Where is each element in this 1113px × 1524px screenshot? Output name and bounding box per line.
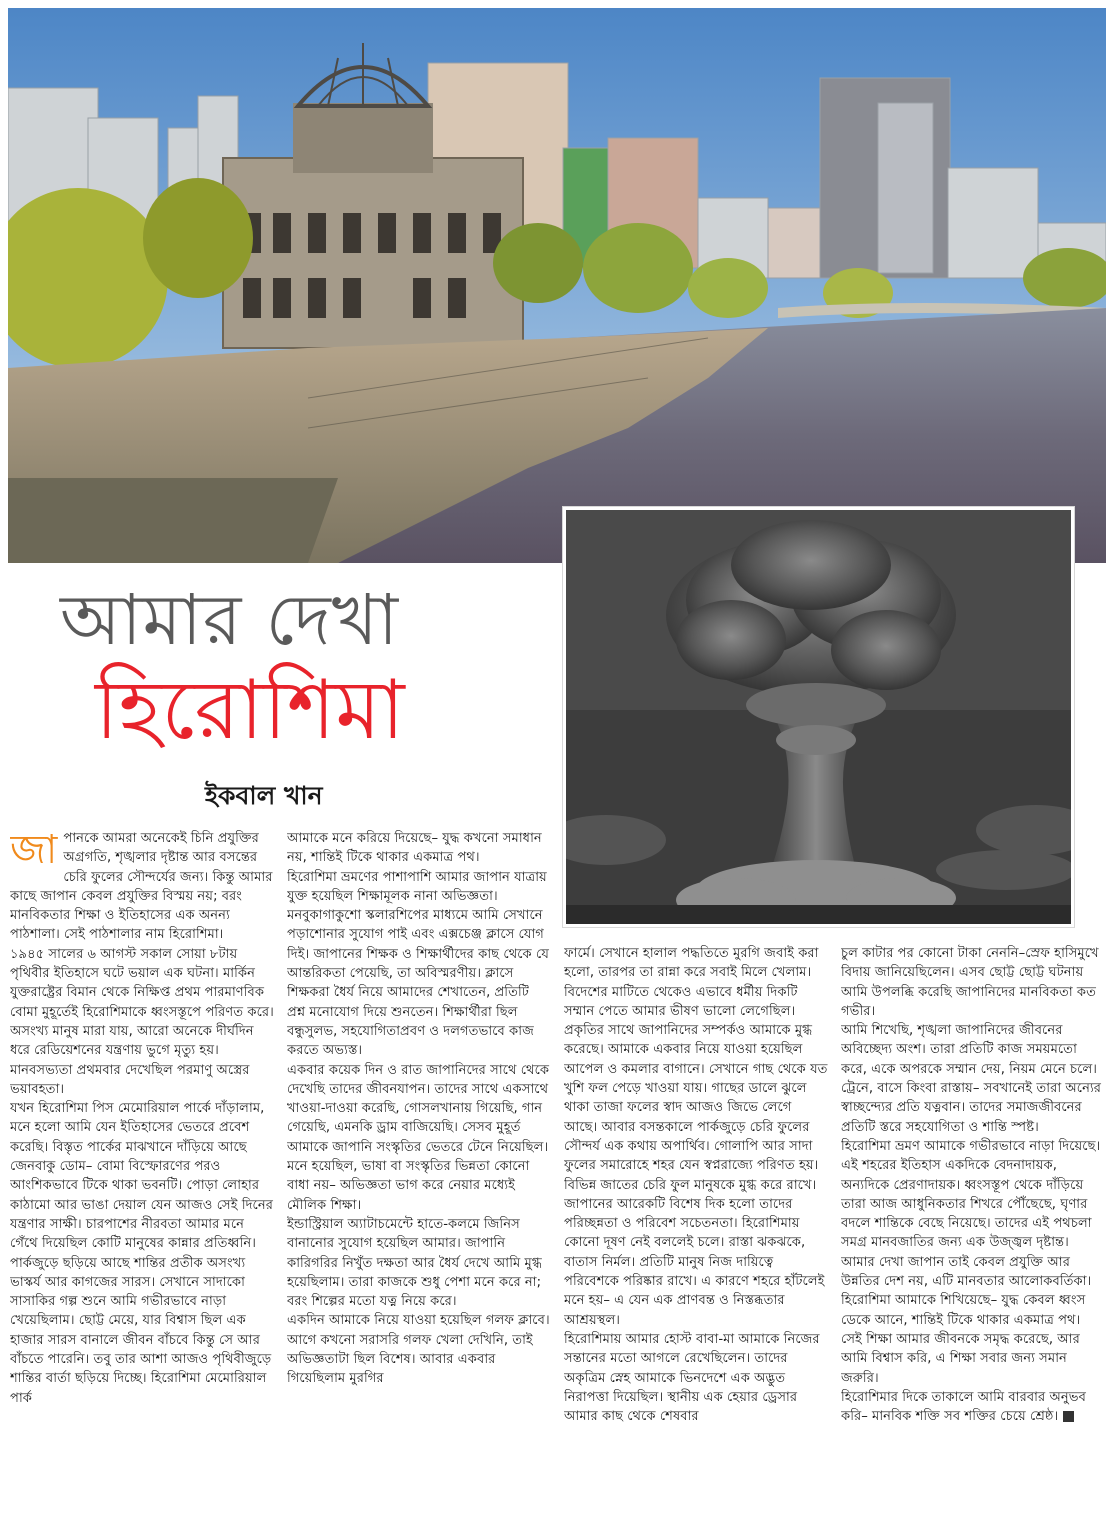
paragraph: ইন্ডাস্ট্রিয়াল অ্যাটাচমেন্টে হাতে-কলমে জিনিস বানানোর সুযোগ হয়েছিল আমার। জাপানি কারিগরির নিখুঁত দক্ষতা আর ধৈর্য দেখে আমি মুগ্ধ হয়েছিলাম। তারা কাজকে শুধু পেশা মনে করে না; বরং শিল্পের মতো যত্ন নিয়ে করে।: [287, 1216, 542, 1310]
hiroshima-peace-memorial-photo: [8, 8, 1106, 563]
end-mark-icon: [1063, 1411, 1074, 1422]
author-byline: ইকবাল খান: [205, 781, 323, 810]
article-title-line2: হিরোশিমা: [95, 663, 405, 758]
article-column-3: [564, 944, 828, 1511]
paragraph: প্রকৃতির সাথে জাপানিদের সম্পর্কও আমাকে মুগ্ধ করেছে। আমাকে একবার নিয়ে যাওয়া হয়েছিল আপেল ও কমলার বাগানে। সেখানে গাছ থেকে যত খুশি ফল পেড়ে খাওয়া যায়। গাছের ডালে ঝুলে থাকা তাজা ফলের স্বাদ আজও জিভে লেগে আছে। আবার বসন্তকালে পার্কজুড়ে চেরি ফুলের সৌন্দর্য এক কথায় অপার্থিব। গোলাপি আর সাদা ফুলের সমারোহে শহর যেন স্বপ্নরাজ্যে পরিণত হয়। বিভিন্ন জাতের চেরি ফুল মানুষকে মুগ্ধ করে রাখে।: [564, 1023, 828, 1193]
paragraph: [841, 1388, 1103, 1427]
drop-cap: জা: [10, 829, 58, 873]
mushroom-cloud-photo: [563, 507, 1074, 927]
paragraph: [10, 829, 274, 945]
article-title-line1: আমার দেখা: [60, 579, 400, 661]
paragraph: হিরোশিমায় আমার হোস্ট বাবা-মা আমাকে নিজের সন্তানের মতো আগলে রেখেছিলেন। তাদের অকৃত্রিম স্নেহ আমাকে ভিনদেশে এক অদ্ভুত নিরাপত্তা দিয়েছিল। স্থানীয় এক হেয়ার ড্রেসার আমার কাছ থেকে শেষবার: [564, 1331, 820, 1425]
paragraph: একবার কয়েক দিন ও রাত জাপানিদের সাথে থেকে দেখেছি তাদের জীবনযাপন। তাদের সাথে একসাথে খাওয়া-দাওয়া করেছি, গোসলখানায় গিয়েছি, গান গেয়েছি, এমনকি ড্রাম বাজিয়েছি। সেসব মুহূর্ত আমাকে জাপানি সংস্কৃতির ভেতরে টেনে নিয়েছিল। মনে হয়েছিল, ভাষা বা সংস্কৃতির ভিন্নতা কোনো বাধা নয়– অভিজ্ঞতা ভাগ করে নেয়ার মধ্যেই মৌলিক শিক্ষা।: [287, 1062, 550, 1213]
article-column-1: [10, 829, 274, 1511]
paragraph: চুল কাটার পর কোনো টাকা নেননি–স্রেফ হাসিমুখে বিদায় জানিয়েছিলেন। এসব ছোট্ট ছোট্ট ঘটনায় আমি উপলব্ধি করেছি জাপানিদের মানবিকতা কত গভীর।: [841, 946, 1099, 1019]
paragraph: আমাকে মনে করিয়ে দিয়েছে– যুদ্ধ কখনো সমাধান নয়, শান্তিই টিকে থাকার একমাত্র পথ।: [287, 831, 542, 866]
paragraph: আমার দেখা জাপান তাই কেবল প্রযুক্তি আর উন্নতির দেশ নয়, এটি মানবতার আলোকবর্তিকা। হিরোশিমা আমাকে শিখিয়েছে– যুদ্ধ কেবল ধ্বংস ডেকে আনে, শান্তিই টিকে থাকার একমাত্র পথ। সেই শিক্ষা আমার জীবনকে সমৃদ্ধ করেছে, আর আমি বিশ্বাস করি, এ শিক্ষা সবার জন্য সমান জরুরি।: [841, 1254, 1092, 1386]
paragraph: যখন হিরোশিমা পিস মেমোরিয়াল পার্কে দাঁড়ালাম, মনে হলো আমি যেন ইতিহাসের ভেতরে প্রবেশ করেছি। বিস্তৃত পার্কের মাঝখানে দাঁড়িয়ে আছে জেনবাকু ডোম– বোমা বিস্ফোরণের পরও আংশিকভাবে টিকে থাকা ভবনটি। পোড়া লোহার কাঠামো আর ভাঙা দেয়াল যেন আজও সেই দিনের যন্ত্রণার সাক্ষী। চারপাশের নীরবতা আমার মনে গেঁথে দিয়েছিল কোটি মানুষের কান্নার প্রতিধ্বনি। পার্কজুড়ে ছড়িয়ে আছে শান্তির প্রতীক অসংখ্য ভাস্কর্য আর কাগজের সারস। সেখানে সাদাকো সাসাকির গল্প শুনে আমি গভীরভাবে নাড়া খেয়েছিলাম। ছোট্ট মেয়ে, যার বিশ্বাস ছিল এক হাজার সারস বানালে জীবন বাঁচবে কিন্তু সে আর বাঁচতে পারেনি। তবু তার আশা আজও পৃথিবীজুড়ে শান্তির বার্তা ছড়িয়ে দিচ্ছে। হিরোশিমা মেমোরিয়াল পার্ক: [10, 1101, 273, 1406]
paragraph: ১৯৪৫ সালের ৬ আগস্ট সকাল সোয়া ৮টায় পৃথিবীর ইতিহাসে ঘটে ভয়াল এক ঘটনা। মার্কিন যুক্তরাষ্ট্রের বিমান থেকে নিক্ষিপ্ত প্রথম পারমাণবিক বোমা মুহূর্তেই হিরোশিমাকে ধ্বংসস্তূপে পরিণত করে। অসংখ্য মানুষ মারা যায়, আরো অনেকে দীর্ঘদিন ধরে রেডিয়েশনের যন্ত্রণায় ভুগে মৃত্যু হয়। মানবসভ্যতা প্রথমবার দেখেছিল পরমাণু অস্ত্রের ভয়াবহতা।: [10, 946, 274, 1097]
paragraph: ফার্মে। সেখানে হালাল পদ্ধতিতে মুরগি জবাই করা হলো, তারপর তা রান্না করে সবাই মিলে খেলাম। বিদেশের মাটিতে থেকেও এভাবে ধর্মীয় দিকটি সম্মান পেতে আমার ভীষণ ভালো লেগেছিল।: [564, 946, 819, 1019]
paragraph: আমি শিখেছি, শৃঙ্খলা জাপানিদের জীবনের অবিচ্ছেদ্য অংশ। তারা প্রতিটি কাজ সময়মতো করে, একে অপরকে সম্মান দেয়, নিয়ম মেনে চলে। ট্রেনে, বাসে কিংবা রাস্তায়– সবখানেই তারা অন্যের স্বাচ্ছন্দ্যের প্রতি যত্নবান। তাদের সমাজজীবনের প্রতিটি স্তরে সহযোগিতা ও শান্তি স্পষ্ট।: [841, 1023, 1102, 1135]
paragraph: জাপানের আরেকটি বিশেষ দিক হলো তাদের পরিচ্ছন্নতা ও পরিবেশ সচেতনতা। হিরোশিমায় কোনো দূষণ নেই বললেই চলে। রাস্তা ঝকঝকে, বাতাস নির্মল। প্রতিটি মানুষ নিজ দায়িত্বে পরিবেশকে পরিষ্কার রাখে। এ কারণে শহরে হাঁটলেই মনে হয়– এ যেন এক প্রাণবন্ত ও নিস্তব্ধতার আশ্রয়স্থল।: [564, 1196, 825, 1328]
paragraph-text: হিরোশিমার দিকে তাকালে আমি বারবার অনুভব করি– মানবিক শক্তি সব শক্তির চেয়ে শ্রেষ্ঠ।: [841, 1389, 1086, 1425]
paragraph: হিরোশিমা ভ্রমণ আমাকে গভীরভাবে নাড়া দিয়েছে। এই শহরের ইতিহাস একদিকে বেদনাদায়ক, অন্যদিকে প্রেরণাদায়ক। ধ্বংসস্তূপ থেকে দাঁড়িয়ে তারা আজ আধুনিকতার শিখরে পৌঁছেছে, ঘৃণার বদলে শান্তিকে বেছে নিয়েছে। তাদের এই পথচলা সমগ্র মানবজাতির জন্য এক উজ্জ্বল দৃষ্টান্ত।: [841, 1138, 1101, 1251]
paragraph: একদিন আমাকে নিয়ে যাওয়া হয়েছিল গলফ ক্লাবে। আগে কখনো সরাসরি গলফ খেলা দেখিনি, তাই অভিজ্ঞতাটা ছিল বিশেষ। আবার একবার গিয়েছিলাম মুরগির: [287, 1313, 550, 1387]
article-column-2: [287, 829, 551, 1511]
paragraph-text: পানকে আমরা অনেকেই চিনি প্রযুক্তির অগ্রগতি, শৃঙ্খলার দৃষ্টান্ত আর বসন্তের চেরি ফুলের সৌন্দর্যের জন্য। কিন্তু আমার কাছে জাপান কেবল প্রযুক্তির বিস্ময় নয়; বরং মানবিকতার শিক্ষা ও ইতিহাসের এক অনন্য পাঠশালা। সেই পাঠশালার নাম হিরোশিমা।: [10, 831, 273, 943]
paragraph: হিরোশিমা ভ্রমণের পাশাপাশি আমার জাপান যাত্রায় যুক্ত হয়েছিল শিক্ষামূলক নানা অভিজ্ঞতা। মনবুকাগাকুশো স্কলারশিপের মাধ্যমে আমি সেখানে পড়াশোনার সুযোগ পাই এবং এক্সচেঞ্জ ক্লাসে যোগ দিই। জাপানের শিক্ষক ও শিক্ষার্থীদের কাছ থেকে যে আন্তরিকতা পেয়েছি, তা অবিস্মরণীয়। ক্লাসে শিক্ষকরা ধৈর্য নিয়ে আমাদের শেখাতেন, প্রতিটি প্রশ্ন মনোযোগ দিয়ে শুনতেন। শিক্ষার্থীরা ছিল বন্ধুসুলভ, সহযোগিতাপ্রবণ ও দলগতভাবে কাজ করতে অভ্যস্ত।: [287, 869, 549, 1059]
article-column-4: [841, 944, 1103, 1511]
